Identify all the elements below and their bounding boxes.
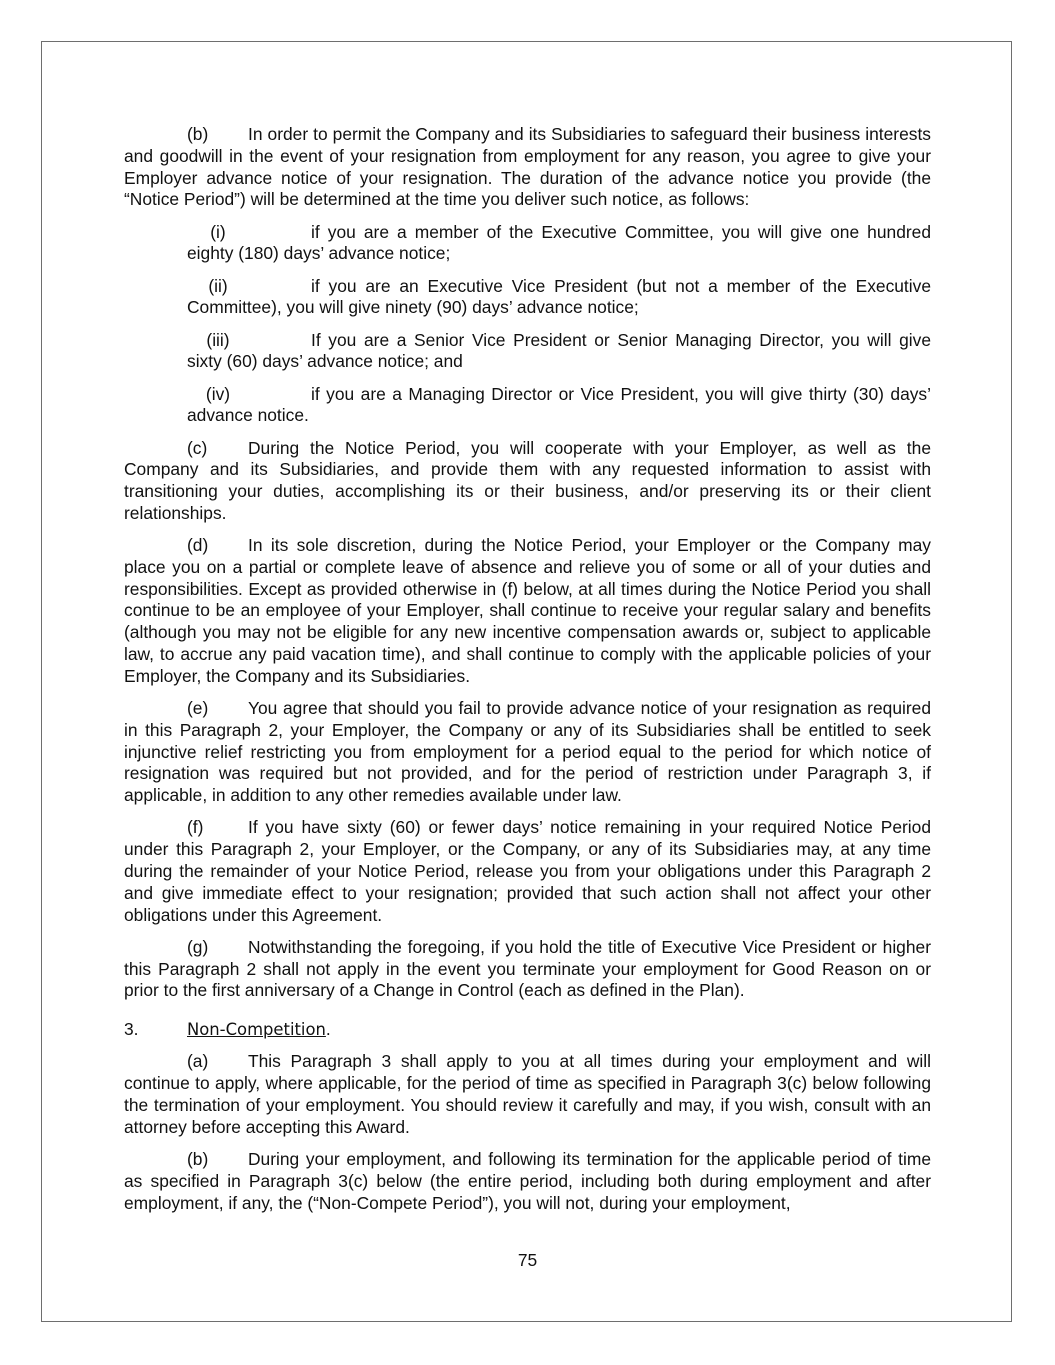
- paragraph-3a: [124, 1051, 931, 1138]
- section-3-heading: [124, 1019, 931, 1041]
- section-number: 3.: [124, 1019, 139, 1040]
- sub-item-marker: (iv): [205, 383, 231, 404]
- paragraph-2b: [124, 124, 931, 211]
- paragraph-marker: (b): [187, 1148, 209, 1169]
- paragraph-text: In its sole discretion, during the Notice Period, your Employer or the Company may place you on a partial or complete leave of absence and relieve you of some or all of your duties and responsibilities. Except as provided otherwise in (f) below, at all times during the Notice Period you shall continue to be an employee of your Employer, shall continue to receive your regular salary and benefits (although you may not be eligible for any new incentive compensation awards or, subject to applicable law, to accrue any paid vacation time), and shall continue to comply with the applicable policies of your Employer, the Company and its Subsidiaries.: [124, 535, 931, 686]
- paragraph-marker: (c): [187, 437, 208, 458]
- paragraph-marker: (d): [187, 535, 209, 556]
- paragraph-marker: (g): [187, 936, 209, 957]
- sub-item-text: if you are a member of the Executive Committee, you will give one hundred eighty (180) days’ advance notice;: [187, 221, 931, 264]
- section-title-suffix: .: [325, 1019, 331, 1040]
- paragraph-text: Notwithstanding the foregoing, if you hold the title of Executive Vice President or higher this Paragraph 2 shall not apply in the event you terminate your employment for Good Reason on or prior to the first anniversary of a Change in Control (each as defined in the Plan).: [124, 936, 931, 1001]
- paragraph-text: During the Notice Period, you will cooperate with your Employer, as well as the Company and its Subsidiaries, and provide them with any requested information to assist with transitioning your duties, accomplishing its or their business, and/or preserving its or their client relationships.: [124, 437, 931, 523]
- sub-item-marker: (iii): [206, 329, 230, 350]
- sub-item-iv: [187, 384, 931, 428]
- paragraph-3b: [124, 1149, 931, 1214]
- sub-item-text: if you are an Executive Vice President (but not a member of the Executive Committee), you will give ninety (90) days’ advance notice;: [187, 275, 931, 318]
- paragraph-marker: (f): [187, 817, 204, 838]
- paragraph-text: You agree that should you fail to provide advance notice of your resignation as required in this Paragraph 2, your Employer, the Company or any of its Subsidiaries shall be entitled to seek injunctive relief restricting you from employment for a period equal to the period for which notice of resignation was required but not provided, and for the period of restriction under Paragraph 3, if applicable, in addition to any other remedies available under law.: [124, 698, 931, 806]
- sub-item-iii: [187, 330, 931, 374]
- paragraph-text: During your employment, and following its termination for the applicable period of time as specified in Paragraph 3(c) below (the entire period, including both during employment and after employment, if any, the (“Non-Compete Period”), you will not, during your employment,: [124, 1148, 931, 1213]
- paragraph-2d: [124, 535, 931, 688]
- paragraph-text: This Paragraph 3 shall apply to you at all times during your employment and will continue to apply, where applicable, for the period of time as specified in Paragraph 3(c) below following the termination of your employment. You should review it carefully and may, if you wish, consult with an attorney before accepting this Award.: [124, 1051, 931, 1137]
- document-body: [124, 124, 931, 1225]
- sub-item-text: If you are a Senior Vice President or Senior Managing Director, you will give sixty (60) days’ advance notice; and: [187, 329, 931, 372]
- paragraph-text: If you have sixty (60) or fewer days’ notice remaining in your required Notice Period under this Paragraph 2, your Employer, or the Company, or any of its Subsidiaries may, at any time during the remainder of your Notice Period, release you from your obligations under this Paragraph 2 and give immediate effect to your resignation; provided that such action shall not affect your other obligations under this Agreement.: [124, 817, 931, 925]
- paragraph-2f: [124, 817, 931, 926]
- paragraph-2e: [124, 698, 931, 807]
- paragraph-marker: (b): [187, 124, 209, 144]
- section-title: Non-Competition: [187, 1020, 326, 1040]
- page-number: 75: [517, 1250, 538, 1270]
- sub-item-marker: (ii): [208, 275, 228, 296]
- paragraph-marker: (e): [187, 698, 209, 719]
- paragraph-text: In order to permit the Company and its Subsidiaries to safeguard their business interests and goodwill in the event of your resignation from employment for any reason, you agree to give your Employer advance notice of your resignation. The duration of the advance notice you provide (the “Notice Period”) will be determined at the time you deliver such notice, as follows:: [124, 124, 931, 210]
- sub-item-marker: (i): [210, 221, 226, 242]
- sub-item-i: [187, 222, 931, 266]
- sub-item-text: if you are a Managing Director or Vice President, you will give thirty (30) days’ advance notice.: [187, 383, 931, 426]
- sub-item-ii: [187, 276, 931, 320]
- paragraph-2g: [124, 937, 931, 1002]
- paragraph-2c: [124, 438, 931, 525]
- paragraph-marker: (a): [187, 1051, 209, 1072]
